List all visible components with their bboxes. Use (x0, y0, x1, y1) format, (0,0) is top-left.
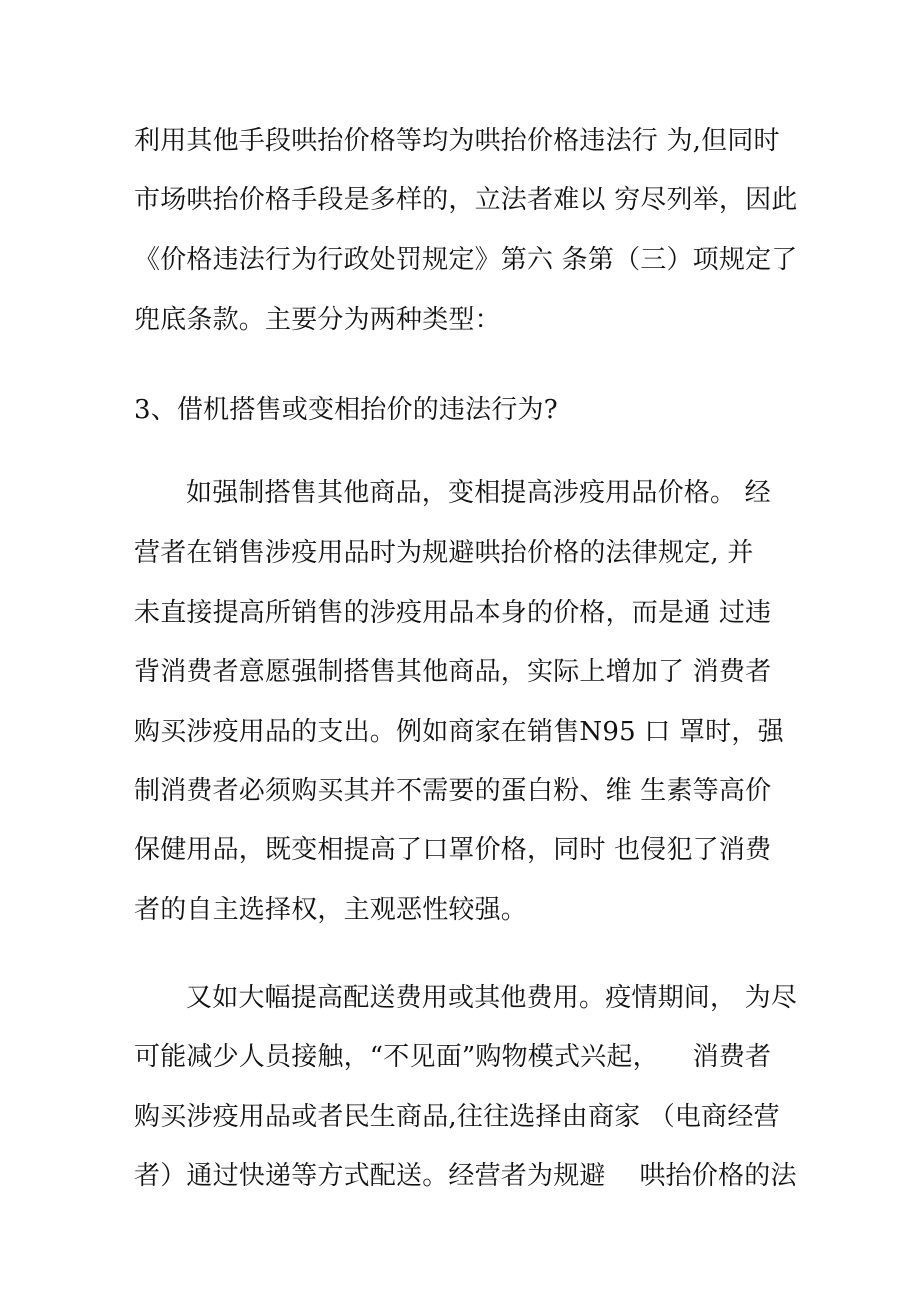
paragraph-3-line-1: 又如大幅提高配送费用或其他费用。疫情期间， 为尽 (186, 983, 798, 1013)
paragraph-3-line-2: 可能减少人员接触，“不见面”购物模式兴起， 消费者 (134, 1042, 772, 1072)
paragraph-2-line-2: 营者在销售涉疫用品时为规避哄抬价格的法律规定, 并 (134, 538, 754, 568)
paragraph-2-line-5: 购买涉疫用品的支出。例如商家在销售N95 口 罩时，强 (134, 717, 784, 747)
paragraph-2-line-3: 未直接提高所销售的涉疫用品本身的价格，而是通 过违 (134, 598, 772, 628)
paragraph-2-line-4: 背消费者意愿强制搭售其他商品，实际上增加了 消费者 (134, 657, 772, 687)
paragraph-1-line-3: 《价格违法行为行政处罚规定》第六 条第（三）项规定了 (134, 245, 798, 275)
paragraph-2-line-6: 制消费者必须购买其并不需要的蛋白粉、维 生素等高价 (134, 776, 772, 806)
section-heading: 3、借机搭售或变相抬价的违法行为? (134, 395, 558, 425)
paragraph-2-line-7: 保健用品，既变相提高了口罩价格，同时 也侵犯了消费 (134, 835, 772, 865)
paragraph-1-line-4: 兜底条款。主要分为两种类型： (134, 305, 501, 335)
paragraph-3-line-4: 者）通过快递等方式配送。经营者为规避 哄抬价格的法 (134, 1161, 797, 1191)
paragraph-2-line-1: 如强制搭售其他商品，变相提高涉疫用品价格。 经 (186, 478, 771, 508)
paragraph-3-line-3: 购买涉疫用品或者民生商品,往往选择由商家 （电商经营 (134, 1102, 780, 1132)
paragraph-1-line-1: 利用其他手段哄抬价格等均为哄抬价格违法行 为,但同时 (134, 126, 780, 156)
paragraph-1-line-2: 市场哄抬价格手段是多样的，立法者难以 穷尽列举，因此 (134, 185, 798, 215)
paragraph-2-line-8: 者的自主选择权，主观恶性较强。 (134, 895, 528, 925)
